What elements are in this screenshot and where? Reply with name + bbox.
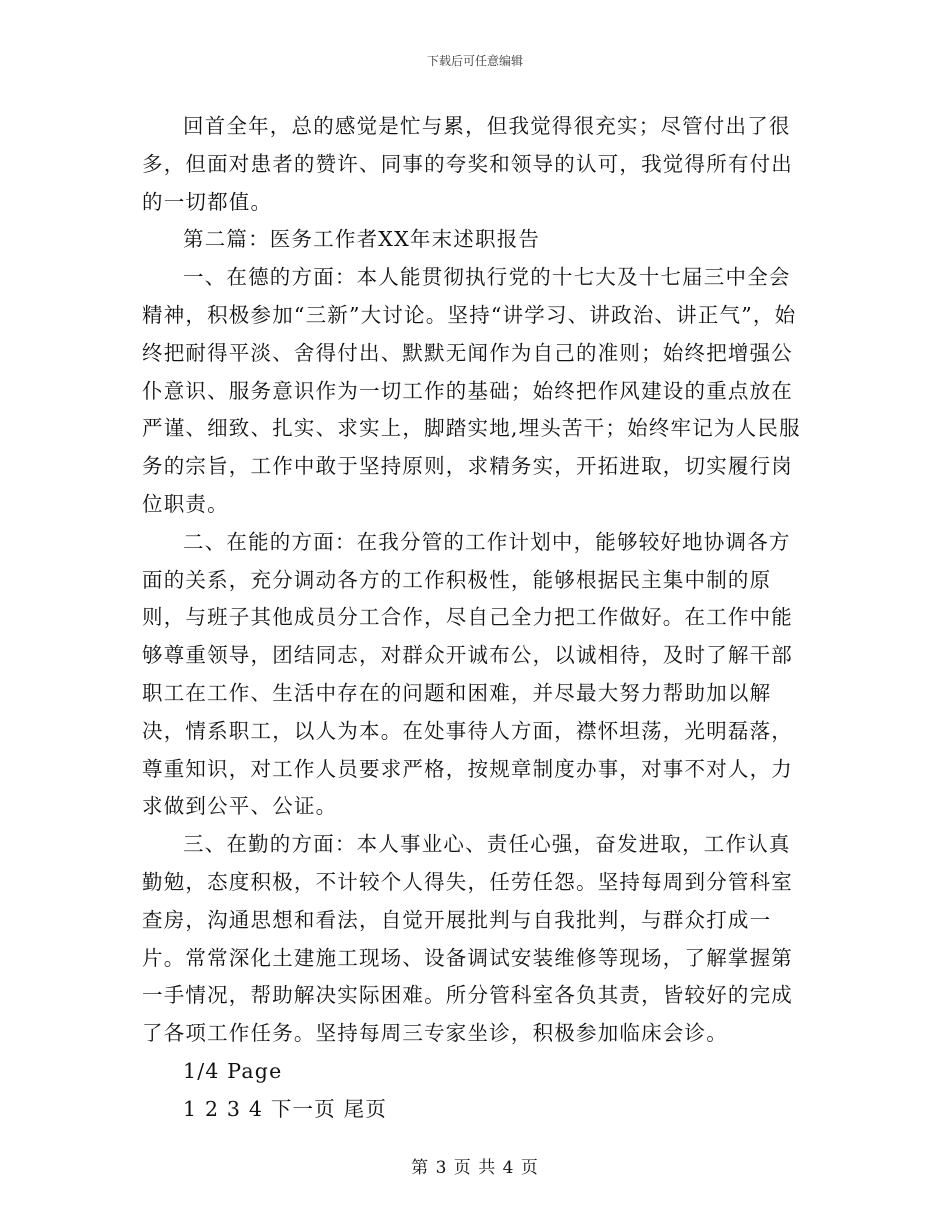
section-title: 第二篇：医务工作者XX年末述职报告 — [183, 227, 541, 252]
page-header: 下载后可任意编辑 — [426, 54, 523, 68]
document-body — [142, 108, 810, 1129]
paragraph-ability: 二、在能的方面：在我分管的工作计划中，能够较好地协调各方面的关系，充分调动各方的工作积极性，能够根据民主集中制的原则，与班子其他成员分工合作，尽自己全力把工作做好。在工作中能够尊重领导，团结同志，对群众开诚布公，以诚相待，及时了解干部职工在工作、生活中存在的问题和困难，并尽最大努力帮助加以解决，情系职工，以人为本。在处事待人方面，襟怀坦荡，光明磊落，尊重知识，对工作人员要求严格，按规章制度办事，对事不对人，力求做到公平、公证。 — [142, 529, 793, 819]
paragraph-summary: 回首全年，总的感觉是忙与累，但我觉得很充实；尽管付出了很多，但面对患者的赞许、同事的夸奖和领导的认可，我觉得所有付出的一切都值。 — [142, 114, 793, 214]
page-indicator: 1/4 Page — [183, 1058, 283, 1083]
page-footer: 第 3 页 共 4 页 — [411, 1158, 539, 1178]
paragraph-morality: 一、在德的方面：本人能贯彻执行党的十七大及十七届三中全会精神，积极参加“三新”大讨论。坚持“讲学习、讲政治、讲正气”，始终把耐得平淡、舍得付出、默默无闻作为自己的准则；始终把增强公仆意识、服务意识作为一切工作的基础；始终把作风建设的重点放在严谨、细致、扎实、求实上，脚踏实地,埋头苦干；始终牢记为人民服务的宗旨，工作中敢于坚持原则，求精务实，开拓进取，切实履行岗位职责。 — [142, 265, 801, 516]
pagination-links[interactable]: 1 2 3 4 下一页 尾页 — [183, 1096, 388, 1121]
paragraph-diligence: 三、在勤的方面：本人事业心、责任心强，奋发进取，工作认真勤勉，态度积极，不计较个人得失，任劳任怨。坚持每周到分管科室查房，沟通思想和看法，自觉开展批判与自我批判，与群众打成一片。常常深化土建施工现场、设备调试安装维修等现场，了解掌握第一手情况，帮助解决实际困难。所分管科室各负其责，皆较好的完成了各项工作任务。坚持每周三专家坐诊，积极参加临床会诊。 — [142, 832, 793, 1046]
